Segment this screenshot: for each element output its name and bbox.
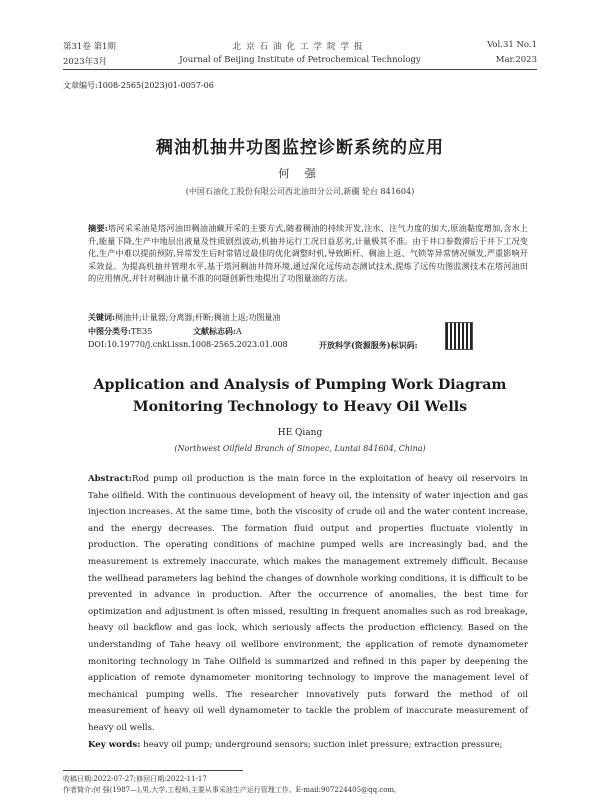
- cn-doi: DOI:10.19770/j.cnki.issn.1008-2565.2023.01.008: [88, 340, 288, 349]
- footnote-author-bio: 作者简介:何 强(1987—),男,大学,工程师,主要从事采油生产运行管理工作。E-mail:907224405@qq.com。: [63, 786, 402, 794]
- header-rule: [63, 69, 537, 70]
- en-title-line1: Application and Analysis of Pumping Work Diagram: [93, 377, 507, 393]
- en-abstract-label: Abstract:: [88, 474, 132, 484]
- en-keywords-text: heavy oil pump; underground sensors; suction inlet pressure; extraction pressure;: [143, 740, 503, 750]
- en-keywords: [88, 740, 528, 750]
- en-keywords-label: Key words:: [88, 740, 141, 750]
- cn-open-science-label: 开放科学(资源服务)标识码:: [319, 340, 418, 350]
- cn-affiliation: (中国石油化工股份有限公司西北油田分公司,新疆 轮台 841604): [185, 187, 415, 196]
- qr-code-icon: [445, 322, 473, 350]
- cn-abstract-label: 摘要:: [88, 223, 108, 233]
- header-date-cn: 2023年3月: [63, 57, 108, 67]
- cn-doc-code-label: 文献标志码:: [193, 326, 236, 336]
- article-number: 文章编号:1008-2565(2023)01-0057-06: [63, 81, 214, 90]
- cn-keywords-label: 关键词:: [88, 312, 115, 322]
- footnote-rule: [63, 770, 243, 771]
- header-journal-cn: 北京石油化工学院学报: [232, 42, 368, 52]
- en-title-line2: Monitoring Technology to Heavy Oil Wells: [132, 399, 468, 415]
- en-abstract-text: Rod pump oil production is the main force in the exploitation of heavy oil reservoirs in Tahe oilfield. With the continuous development of heavy oil, the intensity of water injection and gas injection increases. At the same time, both the viscosity of crude oil and the water content increase, and the energy decreases. The formation fluid output and properties fluctuate violently in production. The operating conditions of machine pumped wells are increasingly bad, and the measurement is extremely inaccurate, which makes the management extremely difficult. Because the wellhead parameters lag behind the changes of downhole working conditions, it is difficult to be prevented in advance in production. After the occurrence of anomalies, the best time for optimization and adjustment is often missed, resulting in frequent anomalies such as rod breakage, heavy oil backflow and gas lock, which seriously affects the production efficiency. Based on the understanding of Tahe heavy oil wellbore environment, the application of remote dynamometer monitoring technology in Tahe Oilfield is summarized and refined in this paper by deepening the application of remote dynamometer monitoring technology to improve the management level of mechanical pumping wells. The researcher innovatively puts forward the method of oil measurement of heavy oil well dynamometer to tackle the problem of inaccurate measurement of heavy oil wells.: [88, 474, 528, 733]
- cn-clc-label: 中图分类号:: [88, 326, 131, 336]
- header-volume-cn: 第31卷 第1期: [63, 42, 116, 52]
- cn-abstract-text: 塔河采采油是塔河油田稠油油藏开采的主要方式,随着稠油的持续开发,注水、注气力度的加大,原油黏度增加,含水上升,能量下降,生产中地层出液量及性质剧烈波动,机抽井运行工况日益恶劣,计量极其不准。由于井口参数滞后于井下工况变化,生产中难以提前预防,异常发生后时常错过最佳的优化调整时机,导致断杆、稠油上返、气锁等异常情况频发,严重影响开采效益。为提高机抽井管理水平,基于塔河稠油井筒环境,通过深化远传动态测试技术,提炼了远传功图监测技术在塔河油田的应用情况,并针对稠油计量不准的问题创新性地提出了功图量油的方法。: [88, 223, 528, 284]
- header-journal-en: Journal of Beijing Institute of Petrochemical Technology: [179, 55, 421, 65]
- en-title: [0, 374, 600, 418]
- en-author: HE Qiang: [277, 428, 323, 438]
- cn-author: 何 强: [278, 167, 322, 180]
- cn-keywords: [88, 312, 280, 323]
- header-volume-en: Vol.31 No.1: [487, 40, 537, 50]
- en-affiliation: (Northwest Oilfield Branch of Sinopec, Luntai 841604, China): [174, 444, 426, 453]
- cn-title: 稠油机抽井功图监控诊断系统的应用: [156, 138, 444, 158]
- cn-clc-value: TE35: [130, 327, 153, 336]
- header-date-en: Mar.2023: [495, 55, 537, 65]
- cn-abstract: [88, 222, 528, 285]
- cn-keywords-text: 稠油井;计量器;分离器;杆断;稠油上返;功图量油: [114, 313, 281, 322]
- cn-doc-code-value: A: [235, 327, 242, 336]
- footnote-received: 收稿日期:2022-07-27;修回日期:2022-11-17: [63, 775, 207, 783]
- cn-doc-code: [193, 326, 242, 337]
- cn-clc: [88, 326, 152, 337]
- en-abstract: [88, 471, 528, 737]
